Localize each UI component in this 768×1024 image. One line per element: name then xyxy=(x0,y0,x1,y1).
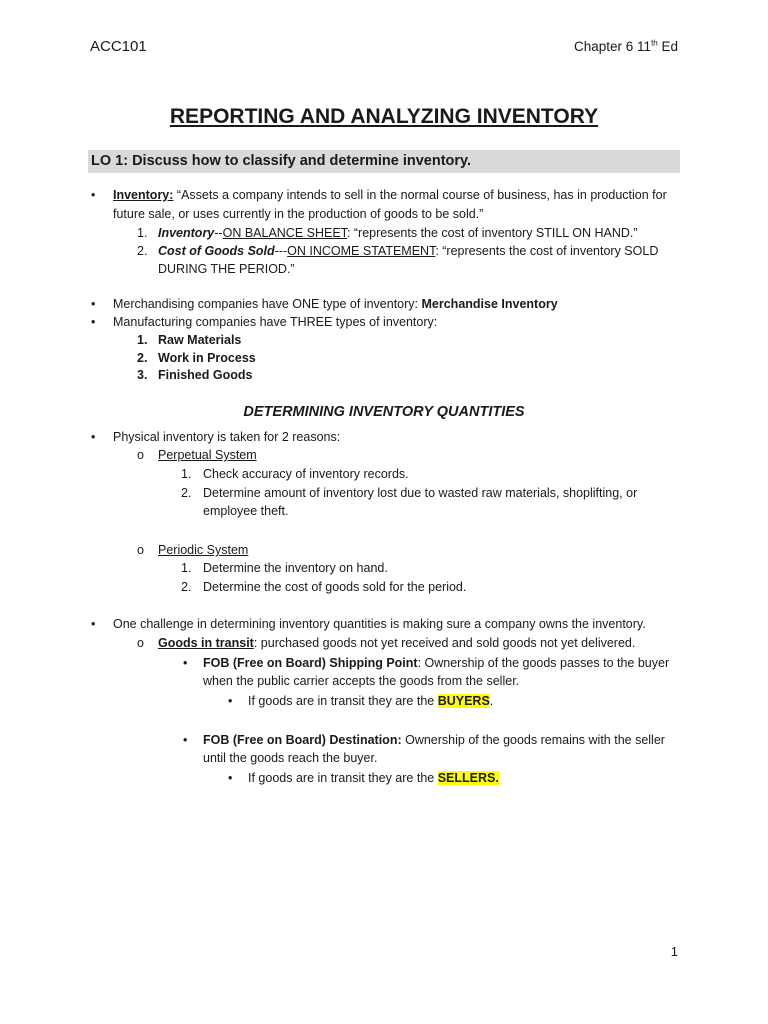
merch-bold: Merchandise Inventory xyxy=(421,297,558,311)
chapter-superscript: th xyxy=(651,38,658,48)
bullet-marker: • xyxy=(228,694,233,708)
section-heading: DETERMINING INVENTORY QUANTITIES xyxy=(243,404,525,420)
perpetual-system: Perpetual System xyxy=(158,448,257,462)
list-number: 2. xyxy=(181,486,192,500)
bullet-marker: • xyxy=(91,617,96,631)
fob-shipping-point xyxy=(203,654,669,672)
shipping-transit-note xyxy=(248,692,493,710)
goods-in-transit xyxy=(158,634,635,652)
list-number: 3. xyxy=(137,368,148,382)
circle-marker: o xyxy=(137,448,144,462)
bullet-marker: • xyxy=(183,656,188,670)
manuf-item-work-in-process: Work in Process xyxy=(158,351,256,365)
fob-dest-rest: Ownership of the goods remains with the seller xyxy=(401,733,665,747)
physical-inventory-line: Physical inventory is taken for 2 reasons: xyxy=(113,430,341,444)
fob-destination xyxy=(203,731,665,749)
merch-text: Merchandising companies have ONE type of inventory: xyxy=(113,297,422,311)
fob-shipping-point-cont: when the public carrier accepts the goods from the seller. xyxy=(203,674,520,688)
manufacturing-line: Manufacturing companies have THREE types of inventory: xyxy=(113,315,438,329)
buyers-highlight: BUYERS xyxy=(437,694,490,708)
ship-note-text: If goods are in transit they are the xyxy=(248,694,438,708)
bullet-marker: • xyxy=(91,315,96,329)
list-number: 2. xyxy=(137,351,148,365)
dest-note-text: If goods are in transit they are the xyxy=(248,771,438,785)
circle-marker: o xyxy=(137,543,144,557)
bullet-marker: • xyxy=(183,733,188,747)
item1-term: Inventory xyxy=(158,226,215,240)
item1-sep: -- xyxy=(214,226,223,240)
fob-ship-rest: : Ownership of the goods passes to the buyer xyxy=(417,656,670,670)
periodic-system: Periodic System xyxy=(158,543,249,557)
inventory-def-line1: “Assets a company intends to sell in the normal course of business, has in production for xyxy=(173,188,667,202)
header-chapter xyxy=(574,38,678,56)
chapter-suffix: Ed xyxy=(657,39,678,54)
bullet-marker: • xyxy=(91,430,96,444)
perpetual-item-1: Check accuracy of inventory records. xyxy=(203,467,409,481)
sellers-highlight: SELLERS. xyxy=(437,771,499,785)
item1-location: ON BALANCE SHEET xyxy=(222,226,347,240)
list-number: 1. xyxy=(181,467,192,481)
inventory-item-2-cont: DURING THE PERIOD.” xyxy=(158,262,295,276)
transit-rest: : purchased goods not yet received and sold goods not yet delivered. xyxy=(253,636,636,650)
bullet-marker: • xyxy=(228,771,233,785)
inventory-item-2 xyxy=(158,242,658,260)
page-number: 1 xyxy=(670,944,678,959)
chapter-prefix: Chapter 6 11 xyxy=(574,39,652,54)
item2-term: Cost of Goods Sold xyxy=(158,244,275,258)
bullet-marker: • xyxy=(91,297,96,311)
merchandising-line xyxy=(113,295,558,313)
bullet-marker: • xyxy=(91,188,96,202)
circle-marker: o xyxy=(137,636,144,650)
fob-ship-term: FOB (Free on Board) Shipping Point xyxy=(203,656,418,670)
manuf-item-raw-materials: Raw Materials xyxy=(158,333,242,347)
lo1-heading: LO 1: Discuss how to classify and determine inventory. xyxy=(88,150,680,173)
list-number: 1. xyxy=(137,333,148,347)
inventory-definition xyxy=(113,186,667,204)
list-number: 1. xyxy=(137,226,148,240)
ship-note-end: . xyxy=(489,694,494,708)
item2-rest: : “represents the cost of inventory SOLD xyxy=(435,244,659,258)
destination-transit-note xyxy=(248,769,499,787)
list-number: 2. xyxy=(181,580,192,594)
document-title: REPORTING AND ANALYZING INVENTORY xyxy=(169,105,599,128)
fob-dest-term: FOB (Free on Board) Destination: xyxy=(203,733,402,747)
header-course: ACC101 xyxy=(90,38,147,55)
periodic-item-2: Determine the cost of goods sold for the period. xyxy=(203,580,467,594)
inventory-def-line2: future sale, or uses currently in the production of goods to be sold.” xyxy=(113,207,484,221)
item2-sep: --- xyxy=(274,244,288,258)
transit-term: Goods in transit xyxy=(158,636,254,650)
perpetual-item-2: Determine amount of inventory lost due to wasted raw materials, shoplifting, or xyxy=(203,486,638,500)
list-number: 1. xyxy=(181,561,192,575)
fob-destination-cont: until the goods reach the buyer. xyxy=(203,751,378,765)
inventory-term: Inventory: xyxy=(113,188,174,202)
perpetual-item-2-cont: employee theft. xyxy=(203,504,289,518)
item2-location: ON INCOME STATEMENT xyxy=(287,244,436,258)
item1-rest: : “represents the cost of inventory STILL ON HAND.” xyxy=(346,226,638,240)
challenge-line: One challenge in determining inventory quantities is making sure a company owns the inventory. xyxy=(113,617,646,631)
list-number: 2. xyxy=(137,244,148,258)
manuf-item-finished-goods: Finished Goods xyxy=(158,368,253,382)
inventory-item-1 xyxy=(158,224,638,242)
periodic-item-1: Determine the inventory on hand. xyxy=(203,561,388,575)
